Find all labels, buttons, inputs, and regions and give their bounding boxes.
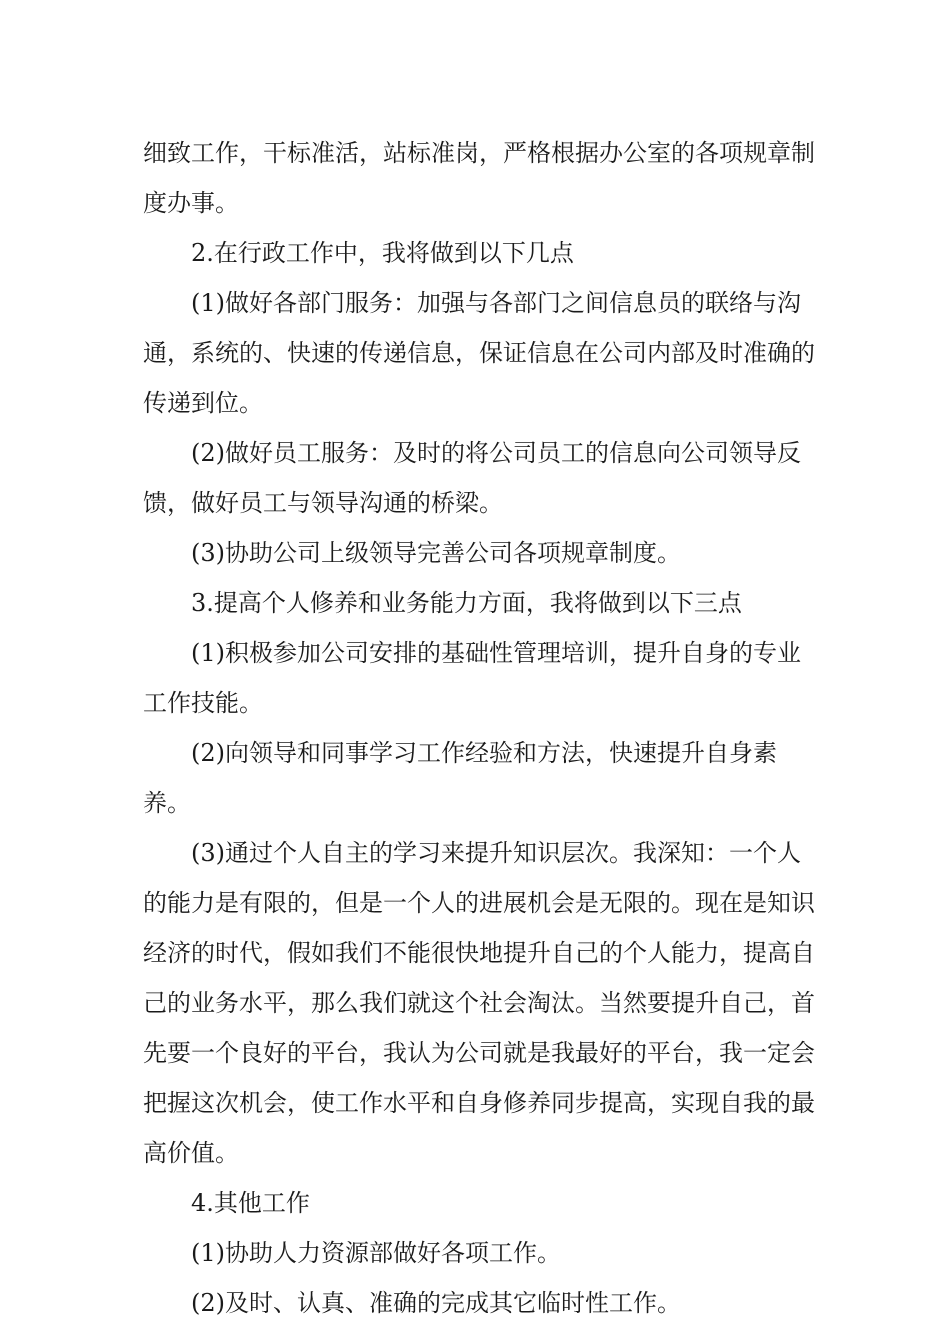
list-item: (1)做好各部门服务：加强与各部门之间信息员的联络与沟通，系统的、快速的传递信息，保证信息在公司内部及时准确的传递到位。: [143, 289, 815, 417]
list-item: (3)协助公司上级领导完善公司各项规章制度。: [191, 539, 681, 567]
section-heading-other-work: 4.其他工作: [191, 1189, 310, 1217]
list-item: (2)做好员工服务：及时的将公司员工的信息向公司领导反馈，做好员工与领导沟通的桥梁。: [143, 439, 801, 517]
list-item: (2)及时、认真、准确的完成其它临时性工作。: [191, 1289, 681, 1317]
section-heading-admin: 2.在行政工作中，我将做到以下几点: [191, 239, 574, 267]
paragraph-continuation: 细致工作，干标准活，站标准岗，严格根据办公室的各项规章制度办事。: [143, 139, 815, 217]
section-heading-self-improvement: 3.提高个人修养和业务能力方面，我将做到以下三点: [191, 589, 742, 617]
list-item: (1)积极参加公司安排的基础性管理培训，提升自身的专业工作技能。: [143, 639, 801, 717]
list-item: (3)通过个人自主的学习来提升知识层次。我深知：一个人的能力是有限的，但是一个人的进展机会是无限的。现在是知识经济的时代，假如我们不能很快地提升自己的个人能力，提高自己的业务水平，那么我们就这个社会淘汰。当然要提升自己，首先要一个良好的平台，我认为公司就是我最好的平台，我一定会把握这次机会，使工作水平和自身修养同步提高，实现自我的最高价值。: [143, 839, 815, 1167]
list-item: (2)向领导和同事学习工作经验和方法，快速提升自身素养。: [143, 739, 777, 817]
document-body: [143, 128, 823, 1328]
list-item: (1)协助人力资源部做好各项工作。: [191, 1239, 561, 1267]
